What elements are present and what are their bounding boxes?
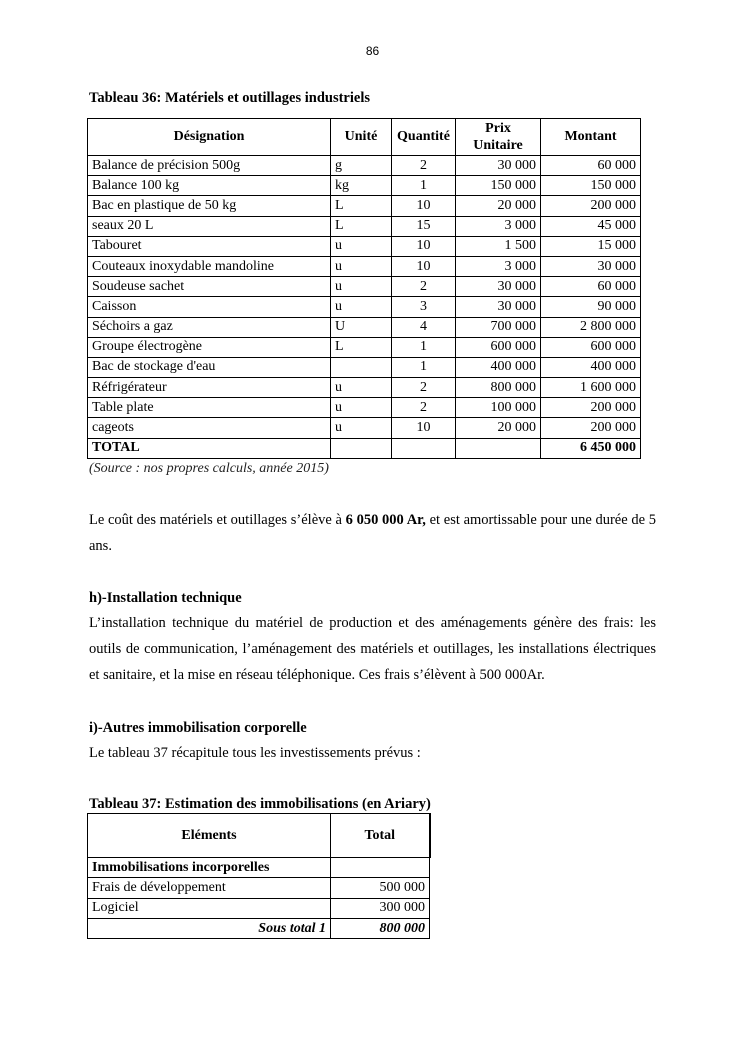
paragraph-text-after: et est amortissable pour une durée de 5 ans.: [89, 512, 656, 554]
paragraph-text-before: Le coût des matériels et outillages s’élève à: [89, 512, 346, 528]
table-row: [88, 418, 641, 438]
cell-designation: Balance de précision 500g: [88, 156, 331, 176]
cell-designation: Séchoirs a gaz: [88, 317, 331, 337]
cell-value: 300 000: [331, 898, 430, 918]
subtotal-row: [88, 919, 430, 939]
table-row: [88, 398, 641, 418]
paragraph-cout-materiels: [89, 507, 656, 559]
cell-designation: Table plate: [88, 398, 331, 418]
col-header-total: Total: [331, 814, 430, 858]
cell-designation: Balance 100 kg: [88, 176, 331, 196]
cell-prix: 150 000: [456, 176, 541, 196]
table-row: [88, 357, 641, 377]
section-h-text: L’installation technique du matériel de production et des aménagements génère des frais: les outils de communication, l’aménagement des matériels et outillages, les installations électriques et sanitaire, et la mise en réseau téléphonique. Ces frais s’élèvent à 500 000Ar.: [89, 615, 656, 683]
col-header-designation: Désignation: [88, 119, 331, 156]
cell-montant: 45 000: [541, 216, 641, 236]
table-total-row: [88, 438, 641, 458]
cell-quantite: 2: [392, 156, 456, 176]
cell-designation: Groupe électrogène: [88, 337, 331, 357]
table-row: [88, 297, 641, 317]
table-row: [88, 236, 641, 256]
cell-designation: seaux 20 L: [88, 216, 331, 236]
cell-prix: 100 000: [456, 398, 541, 418]
cell-prix: 30 000: [456, 297, 541, 317]
table-row: [88, 317, 641, 337]
cell-designation: Caisson: [88, 297, 331, 317]
cell-montant: 60 000: [541, 277, 641, 297]
table-row: [88, 378, 641, 398]
cell-quantite: 2: [392, 398, 456, 418]
col-header-montant: Montant: [541, 119, 641, 156]
cell-unite: u: [331, 277, 392, 297]
table-header-row: [88, 119, 641, 156]
section-i-heading: i)-Autres immobilisation corporelle: [89, 720, 307, 736]
cell-quantite: 1: [392, 357, 456, 377]
table37-estimation-immobilisations: [87, 813, 431, 939]
cell-unite: u: [331, 236, 392, 256]
cell-designation: Réfrigérateur: [88, 378, 331, 398]
cell-montant: 90 000: [541, 297, 641, 317]
cell-prix: 1 500: [456, 236, 541, 256]
total-empty-unite: [331, 438, 392, 458]
cell-prix: 700 000: [456, 317, 541, 337]
cell-prix: 800 000: [456, 378, 541, 398]
section-h-heading: h)-Installation technique: [89, 590, 242, 606]
cell-quantite: 1: [392, 176, 456, 196]
cell-unite: L: [331, 216, 392, 236]
cell-quantite: 10: [392, 418, 456, 438]
cell-quantite: 10: [392, 196, 456, 216]
cell-unite: u: [331, 297, 392, 317]
cell-unite: u: [331, 398, 392, 418]
table37-caption: Tableau 37: Estimation des immobilisations (en Ariary): [89, 796, 431, 812]
table-row: [88, 878, 430, 898]
cell-unite: u: [331, 378, 392, 398]
cell-designation: Couteaux inoxydable mandoline: [88, 256, 331, 276]
prix-line2: Unitaire: [473, 138, 523, 153]
section-i-text: Le tableau 37 récapitule tous les investissements prévus :: [89, 745, 421, 761]
cell-quantite: 2: [392, 277, 456, 297]
cell-unite: u: [331, 418, 392, 438]
cell-montant: 600 000: [541, 337, 641, 357]
cell-value: 500 000: [331, 878, 430, 898]
table-row: [88, 858, 430, 878]
cell-montant: 150 000: [541, 176, 641, 196]
table-row: [88, 277, 641, 297]
table-header-row: [88, 814, 430, 858]
cell-designation: Soudeuse sachet: [88, 277, 331, 297]
col-header-quantite: Quantité: [392, 119, 456, 156]
prix-line1: Prix: [485, 121, 511, 136]
cell-montant: 200 000: [541, 196, 641, 216]
cell-montant: 60 000: [541, 156, 641, 176]
cell-montant: 400 000: [541, 357, 641, 377]
cell-prix: 3 000: [456, 216, 541, 236]
col-header-elements: Eléments: [88, 814, 331, 858]
cell-unite: L: [331, 196, 392, 216]
cell-unite: U: [331, 317, 392, 337]
col-header-unite: Unité: [331, 119, 392, 156]
table36-caption: Tableau 36: Matériels et outillages industriels: [89, 90, 370, 106]
cell-quantite: 1: [392, 337, 456, 357]
table-row: [88, 156, 641, 176]
cell-designation: cageots: [88, 418, 331, 438]
cell-unite: g: [331, 156, 392, 176]
cell-unite: [331, 357, 392, 377]
table36-materiels-outillages: [87, 118, 641, 459]
cell-label: Logiciel: [88, 898, 331, 918]
cell-unite: u: [331, 256, 392, 276]
cell-quantite: 2: [392, 378, 456, 398]
table-row: [88, 216, 641, 236]
table-row: [88, 898, 430, 918]
cell-montant: 2 800 000: [541, 317, 641, 337]
subtotal-label: Sous total 1: [88, 919, 331, 939]
table-row: [88, 196, 641, 216]
total-label: TOTAL: [88, 438, 331, 458]
cell-prix: 30 000: [456, 277, 541, 297]
table-row: [88, 337, 641, 357]
cell-prix: 20 000: [456, 196, 541, 216]
col-header-prix-unitaire: [456, 119, 541, 156]
cell-label: Frais de développement: [88, 878, 331, 898]
cell-quantite: 10: [392, 236, 456, 256]
cell-prix: 20 000: [456, 418, 541, 438]
paragraph-amount: 6 050 000 Ar,: [345, 512, 426, 528]
cell-value: [331, 858, 430, 878]
table-row: [88, 256, 641, 276]
page-number: 86: [365, 44, 380, 58]
cell-unite: L: [331, 337, 392, 357]
cell-designation: Bac en plastique de 50 kg: [88, 196, 331, 216]
cell-prix: 3 000: [456, 256, 541, 276]
total-empty-prix: [456, 438, 541, 458]
subtotal-value: 800 000: [331, 919, 430, 939]
cell-montant: 15 000: [541, 236, 641, 256]
cell-montant: 1 600 000: [541, 378, 641, 398]
total-value: 6 450 000: [541, 438, 641, 458]
cell-montant: 30 000: [541, 256, 641, 276]
cell-designation: Tabouret: [88, 236, 331, 256]
cell-montant: 200 000: [541, 418, 641, 438]
table36-source: (Source : nos propres calculs, année 2015): [89, 461, 329, 476]
table-row: [88, 176, 641, 196]
cell-prix: 600 000: [456, 337, 541, 357]
cell-montant: 200 000: [541, 398, 641, 418]
cell-prix: 400 000: [456, 357, 541, 377]
cell-designation: Bac de stockage d'eau: [88, 357, 331, 377]
cell-unite: kg: [331, 176, 392, 196]
cell-quantite: 10: [392, 256, 456, 276]
cell-quantite: 3: [392, 297, 456, 317]
cell-quantite: 15: [392, 216, 456, 236]
cell-prix: 30 000: [456, 156, 541, 176]
cell-quantite: 4: [392, 317, 456, 337]
total-empty-quantite: [392, 438, 456, 458]
cell-label: Immobilisations incorporelles: [88, 858, 331, 878]
